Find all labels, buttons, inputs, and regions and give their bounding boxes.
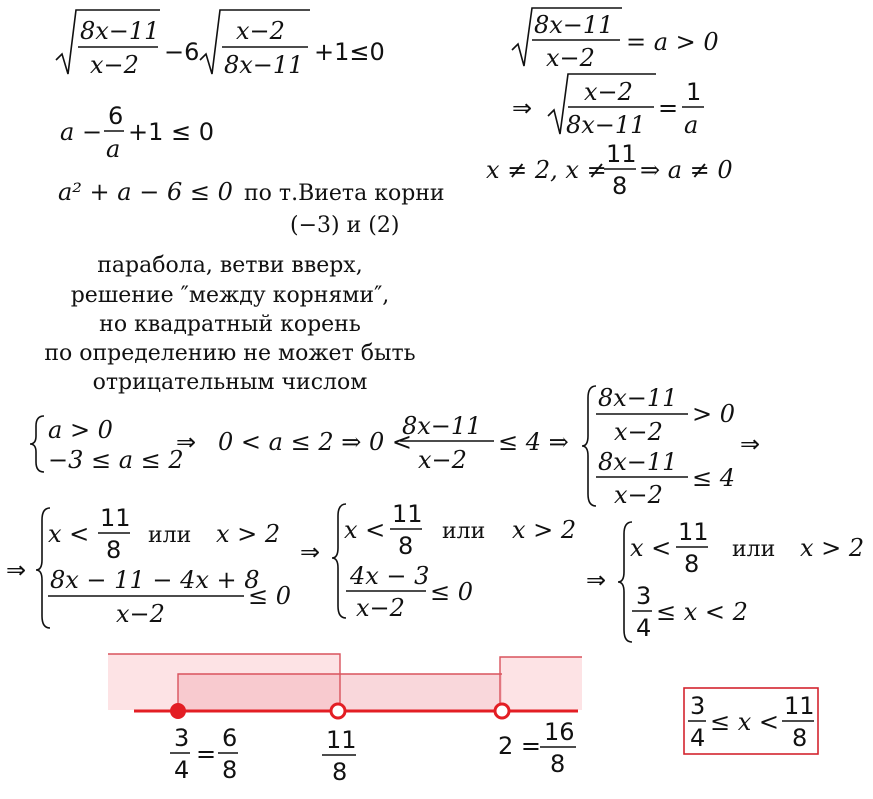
open-point-2 [495,704,509,718]
x-gt: x > 2 [216,520,281,548]
answer-l-num: 3 [690,692,706,720]
sub-denominator: x−2 [546,44,595,72]
p3-lhs: 2 = [498,732,542,760]
rad2-denominator: 8x−11 [224,51,304,79]
sys1b-den1: x−2 [614,418,663,446]
x-gt: x > 2 [512,516,577,544]
coefficient: −6 [164,38,200,66]
implies-arrow: ⇒ [512,94,533,122]
closed-point-3-4 [170,703,186,719]
implies-arrow: ⇒ [740,430,761,458]
x-lt: x < [630,534,672,562]
system-4 [586,518,864,642]
open-point-11-8 [331,704,345,718]
sys3-f-num: 4x − 3 [350,562,430,590]
explanation-line: парабола, ветви вверх, [97,253,363,278]
explanation-line: решение ″между корнями″, [70,283,390,308]
answer-r-den: 8 [792,724,808,752]
step1-den: a [106,135,121,163]
sys1-num: 8x−11 [402,412,482,440]
p1-den: 4 [174,756,190,784]
main-inequality [56,10,385,79]
substitution [486,8,733,200]
le4: ≤ 4 ⇒ [498,428,569,456]
implies-arrow: ⇒ [586,566,607,594]
sys4-den: 8 [684,550,700,578]
system1-line1: a > 0 [48,416,113,444]
system-3 [300,500,576,622]
or-text: или [148,523,192,548]
sys1b-gt0: > 0 [692,400,736,428]
explanation-line: но квадратный корень [99,312,361,337]
system-2 [6,504,291,628]
answer-mid: ≤ x < [710,708,780,736]
p2-num: 11 [326,726,357,754]
sys4-l-num: 3 [636,582,652,610]
p1-num2: 6 [222,724,238,752]
explanation [44,253,415,395]
roots-text: (−3) и (2) [290,213,400,238]
region-x-gt-2 [500,657,582,710]
p2-den: 8 [332,758,348,786]
condition-num: 11 [606,140,637,168]
equals: = [658,94,679,122]
sys2-big-num: 8x − 11 − 4x + 8 [50,566,260,594]
number-line [108,654,582,786]
rad1-numerator: 8x−11 [80,17,160,45]
implies-arrow: ⇒ [6,556,27,584]
sys2-num: 11 [100,504,131,532]
quadratic: a² + a − 6 ≤ 0 [58,178,233,206]
sub2-numerator: x−2 [584,78,633,106]
rad1-denominator: x−2 [90,51,139,79]
x-lt: x < [344,516,386,544]
sys2-den: 8 [106,536,122,564]
sys4-l-den: 4 [636,614,652,642]
implies-arrow: ⇒ [300,538,321,566]
sys3-den: 8 [398,532,414,560]
p3-num: 16 [544,718,575,746]
sys2-big-den: x−2 [116,600,165,628]
explanation-line: по определению не может быть [44,341,416,366]
x-lt: x < [48,520,90,548]
x-gt: x > 2 [800,534,865,562]
system1-line2: −3 ≤ a ≤ 2 [48,446,184,474]
or-text: или [732,537,776,562]
brace-icon [582,386,596,506]
answer-box [684,688,818,754]
rad2-numerator: x−2 [236,17,285,45]
sub2-denominator: 8x−11 [566,111,646,139]
step-1 [60,102,214,163]
step1-num: 6 [108,102,124,130]
p1-den2: 8 [222,756,238,784]
sys4-l-rest: ≤ x < 2 [656,598,748,626]
condition-den: 8 [612,172,628,200]
sub-rhs: = a > 0 [626,28,719,56]
step-2 [58,178,445,238]
sys1b-den2: x−2 [614,481,663,509]
sys2-le0: ≤ 0 [248,582,292,610]
sys3-num: 11 [392,500,423,528]
condition-b: ⇒ a ≠ 0 [640,156,733,184]
sys1b-num2: 8x−11 [598,448,678,476]
sys1b-num1: 8x−11 [598,384,678,412]
brace-icon [30,416,44,472]
implies-arrow: ⇒ [176,428,197,456]
step1-a: a − [60,118,103,146]
one: 1 [686,78,702,106]
system-1 [30,384,760,509]
vieta-text: по т.Виета корни [244,181,445,206]
answer-l-den: 4 [690,724,706,752]
sys3-le0: ≤ 0 [430,578,474,606]
a-range: 0 < a ≤ 2 ⇒ 0 < [218,428,412,456]
sys1-den: x−2 [418,446,467,474]
condition-a: x ≠ 2, x ≠ [486,156,607,184]
sys4-num: 11 [678,518,709,546]
equals: = [196,740,217,768]
sys3-f-den: x−2 [356,594,405,622]
a-variable: a [684,111,699,139]
tail: +1≤0 [314,38,385,66]
p1-num: 3 [174,724,190,752]
step1-rest: +1 ≤ 0 [128,118,215,146]
or-text: или [442,519,486,544]
p3-den: 8 [550,750,566,778]
sub-numerator: 8x−11 [534,11,614,39]
explanation-line: отрицательным числом [92,370,368,395]
answer-r-num: 11 [784,692,815,720]
sys1b-le4: ≤ 4 [692,464,736,492]
